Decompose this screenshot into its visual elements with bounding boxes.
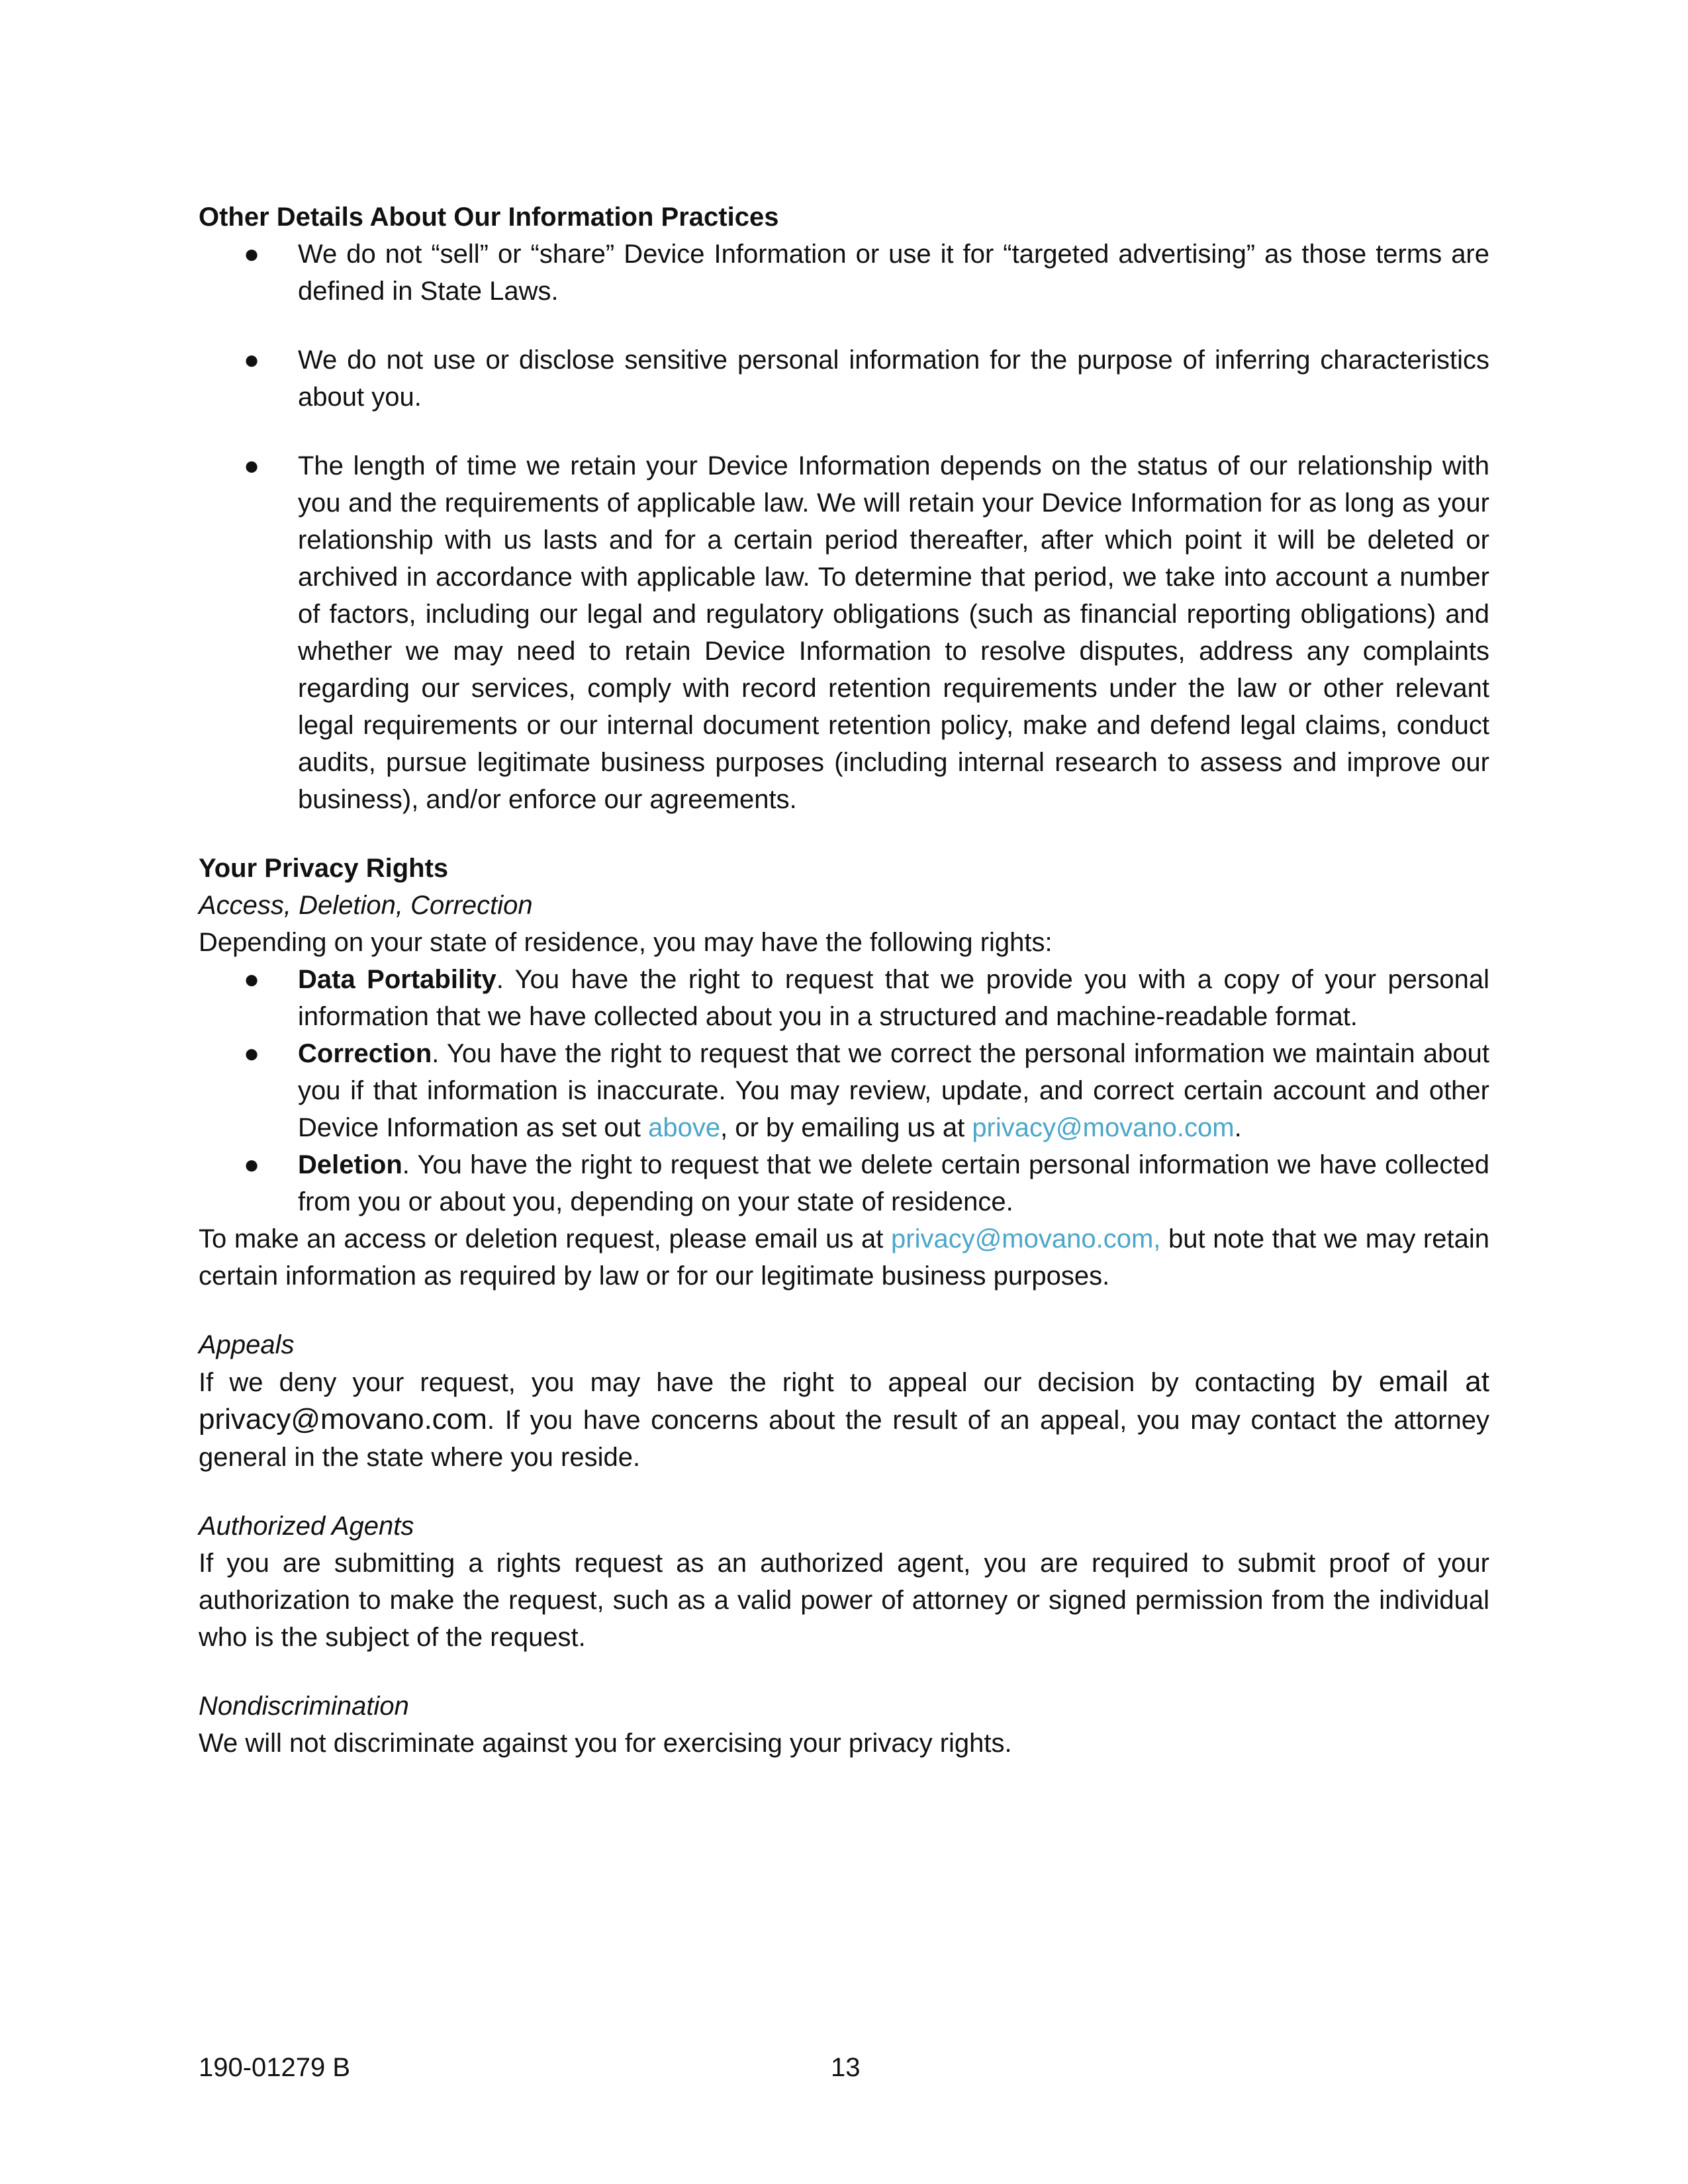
request-text: To make an access or deletion request, please email us at — [199, 1224, 891, 1253]
list-item-text: We do not “sell” or “share” Device Information or use it for “targeted advertising” as those terms are defined in State Laws. — [298, 240, 1489, 306]
nondiscrimination-paragraph: We will not discriminate against you for exercising your privacy rights. — [199, 1729, 1012, 1758]
page-number: 13 — [831, 2053, 861, 2082]
request-text: but note that we may retain certain information as required by law or for our legitimate business purposes. — [199, 1224, 1489, 1291]
right-text: . — [1234, 1113, 1242, 1142]
appeals-text: . If you have concerns about the result of an appeal, you may contact the attorney general in the state where you reside. — [199, 1406, 1489, 1472]
list-item-deletion — [199, 1146, 1489, 1220]
above-link[interactable]: above — [648, 1113, 721, 1142]
privacy-rights-list — [199, 961, 1489, 1220]
bullet-icon: ● — [244, 240, 260, 269]
subheading-nondiscrimination: Nondiscrimination — [199, 1692, 409, 1721]
right-term: Deletion — [298, 1150, 402, 1179]
list-item — [199, 447, 1489, 818]
appeals-email-text: by email at privacy@movano.com — [199, 1365, 1489, 1435]
document-id: 190-01279 B — [199, 2053, 351, 2082]
subheading-access-deletion-correction: Access, Deletion, Correction — [199, 891, 533, 920]
email-link[interactable]: privacy@movano.com, — [891, 1224, 1161, 1253]
bullet-icon: ● — [244, 451, 260, 480]
email-link[interactable]: privacy@movano.com — [972, 1113, 1235, 1142]
agents-paragraph: If you are submitting a rights request as an authorized agent, you are required to submit proof of your authorization to make the request, such as a valid power of attorney or signed permission from the individual who is the subject of the request. — [199, 1549, 1489, 1652]
right-term: Data Portability — [298, 965, 496, 994]
section-heading-privacy-rights: Your Privacy Rights — [199, 854, 449, 883]
appeals-text: If we deny your request, you may have the right to appeal our decision by contacting — [199, 1368, 1332, 1397]
right-text: . You have the right to request that we delete certain personal information we have collected from you or about you, depending on your state of residence. — [298, 1150, 1489, 1216]
appeals-paragraph — [199, 1363, 1489, 1476]
list-item-text: The length of time we retain your Device Information depends on the status of our relationship with you and the requirements of applicable law. We will retain your Device Information for as long as your relationship with us lasts and for a certain period thereafter, after which point it will be deleted or archived in accordance with applicable law. To determine that period, we take into account a number of factors, including our legal and regulatory obligations (such as financial reporting obligations) and whether we may need to retain Device Information to resolve disputes, address any complaints regarding our services, comply with record retention requirements under the law or other relevant legal requirements or our internal document retention policy, make and defend legal claims, conduct audits, pursue legitimate business purposes (including internal research to assess and improve our business), and/or enforce our agreements. — [298, 451, 1489, 814]
section-heading-information-practices: Other Details About Our Information Practices — [199, 203, 779, 232]
bullet-icon: ● — [244, 1039, 260, 1068]
request-paragraph — [199, 1220, 1489, 1295]
list-item — [199, 236, 1489, 310]
right-text: . You have the right to request that we correct the personal information we maintain about you if that information is inaccurate. You may review, update, and correct certain account and other Device Information as set out — [298, 1039, 1489, 1142]
bullet-icon: ● — [244, 965, 260, 994]
right-term: Correction — [298, 1039, 432, 1068]
bullet-icon: ● — [244, 345, 260, 375]
list-item — [199, 341, 1489, 416]
right-text: . You have the right to request that we provide you with a copy of your personal information that we have collected about you in a structured and machine-readable format. — [298, 965, 1489, 1031]
subheading-appeals: Appeals — [199, 1330, 295, 1359]
list-item-text: We do not use or disclose sensitive personal information for the purpose of inferring characteristics about you. — [298, 345, 1489, 412]
bullet-icon: ● — [244, 1150, 260, 1179]
list-item-data-portability — [199, 961, 1489, 1035]
rights-intro: Depending on your state of residence, you may have the following rights: — [199, 928, 1053, 957]
subheading-authorized-agents: Authorized Agents — [199, 1512, 414, 1541]
document-page — [199, 199, 1489, 1762]
right-text: , or by emailing us at — [720, 1113, 972, 1142]
information-practices-list — [199, 236, 1489, 818]
list-item-correction — [199, 1035, 1489, 1146]
